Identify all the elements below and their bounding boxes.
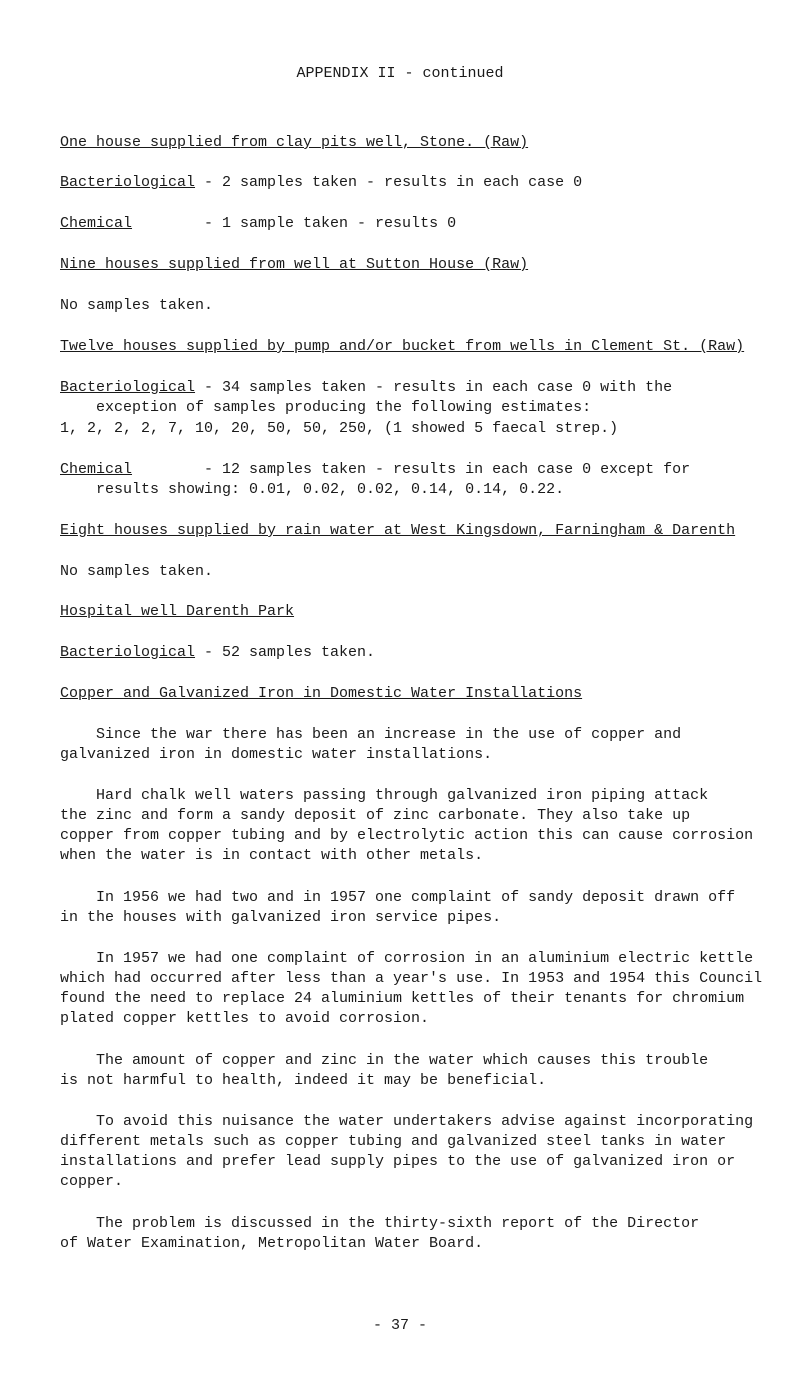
paragraph: In 1957 we had one complaint of corrosion in an aluminium electric kettle which had occurred after less than a year's use. In 1953 and 1954 this Council found the need to replace 24 aluminium kettles of their tenants for chromium plated copper kettles to avoid corrosion. (60, 950, 763, 1027)
section-heading-rain-water: Eight houses supplied by rain water at West Kingsdown, Farningham & Darenth (60, 522, 736, 539)
paragraph: The amount of copper and zinc in the water which causes this trouble is not harmful to health, indeed it may be beneficial. (60, 1052, 709, 1089)
line-chemical (60, 214, 780, 234)
section-heading-hospital-well: Hospital well Darenth Park (60, 603, 295, 620)
line-text: - 34 samples taken - results in each case 0 with the (195, 379, 673, 396)
line-continuation: exception of samples producing the following estimates: (60, 399, 592, 416)
line-no-samples: No samples taken. (60, 563, 214, 580)
line-text: - 2 samples taken - results in each case 0 (195, 174, 583, 191)
section-heading-clay-pits: One house supplied from clay pits well, Stone. (Raw) (60, 134, 529, 151)
line-bacteriological (60, 173, 780, 193)
paragraph: Since the war there has been an increase in the use of copper and galvanized iron in domestic water installations. (60, 726, 682, 763)
page-number: - 37 - (372, 1317, 427, 1334)
line-bacteriological (60, 378, 780, 398)
section-heading-clement-st: Twelve houses supplied by pump and/or bucket from wells in Clement St. (Raw) (60, 338, 745, 355)
line-bacteriological (60, 643, 780, 663)
section-heading-copper-galvanized: Copper and Galvanized Iron in Domestic Water Installations (60, 685, 583, 702)
line-no-samples: No samples taken. (60, 297, 214, 314)
line-label: Chemical (60, 215, 133, 232)
paragraph: Hard chalk well waters passing through galvanized iron piping attack the zinc and form a sandy deposit of zinc carbonate. They also take up copper from copper tubing and by electrolytic action this can cause corrosion when the water is in contact with other metals. (60, 787, 754, 864)
paragraph: To avoid this nuisance the water undertakers advise against incorporating different metals such as copper tubing and galvanized steel tanks in water installations and prefer lead supply pipes to the use of galvanized iron or copper. (60, 1113, 754, 1190)
line-results: results showing: 0.01, 0.02, 0.02, 0.14, 0.14, 0.22. (60, 481, 565, 498)
line-label: Chemical (60, 461, 133, 478)
line-chemical (60, 460, 780, 480)
paragraph: The problem is discussed in the thirty-sixth report of the Director of Water Examination, Metropolitan Water Board. (60, 1215, 700, 1252)
line-text: - 12 samples taken - results in each case 0 except for (132, 461, 691, 478)
line-label: Bacteriological (60, 174, 196, 191)
appendix-title: APPENDIX II - continued (296, 65, 504, 82)
line-label: Bacteriological (60, 379, 196, 396)
line-label: Bacteriological (60, 644, 196, 661)
section-heading-sutton-house: Nine houses supplied from well at Sutton House (Raw) (60, 256, 529, 273)
line-estimates: 1, 2, 2, 2, 7, 10, 20, 50, 50, 250, (1 showed 5 faecal strep.) (60, 420, 619, 437)
line-text: - 1 sample taken - results 0 (132, 215, 457, 232)
line-text: - 52 samples taken. (195, 644, 376, 661)
paragraph: In 1956 we had two and in 1957 one complaint of sandy deposit drawn off in the houses with galvanized iron service pipes. (60, 889, 736, 926)
